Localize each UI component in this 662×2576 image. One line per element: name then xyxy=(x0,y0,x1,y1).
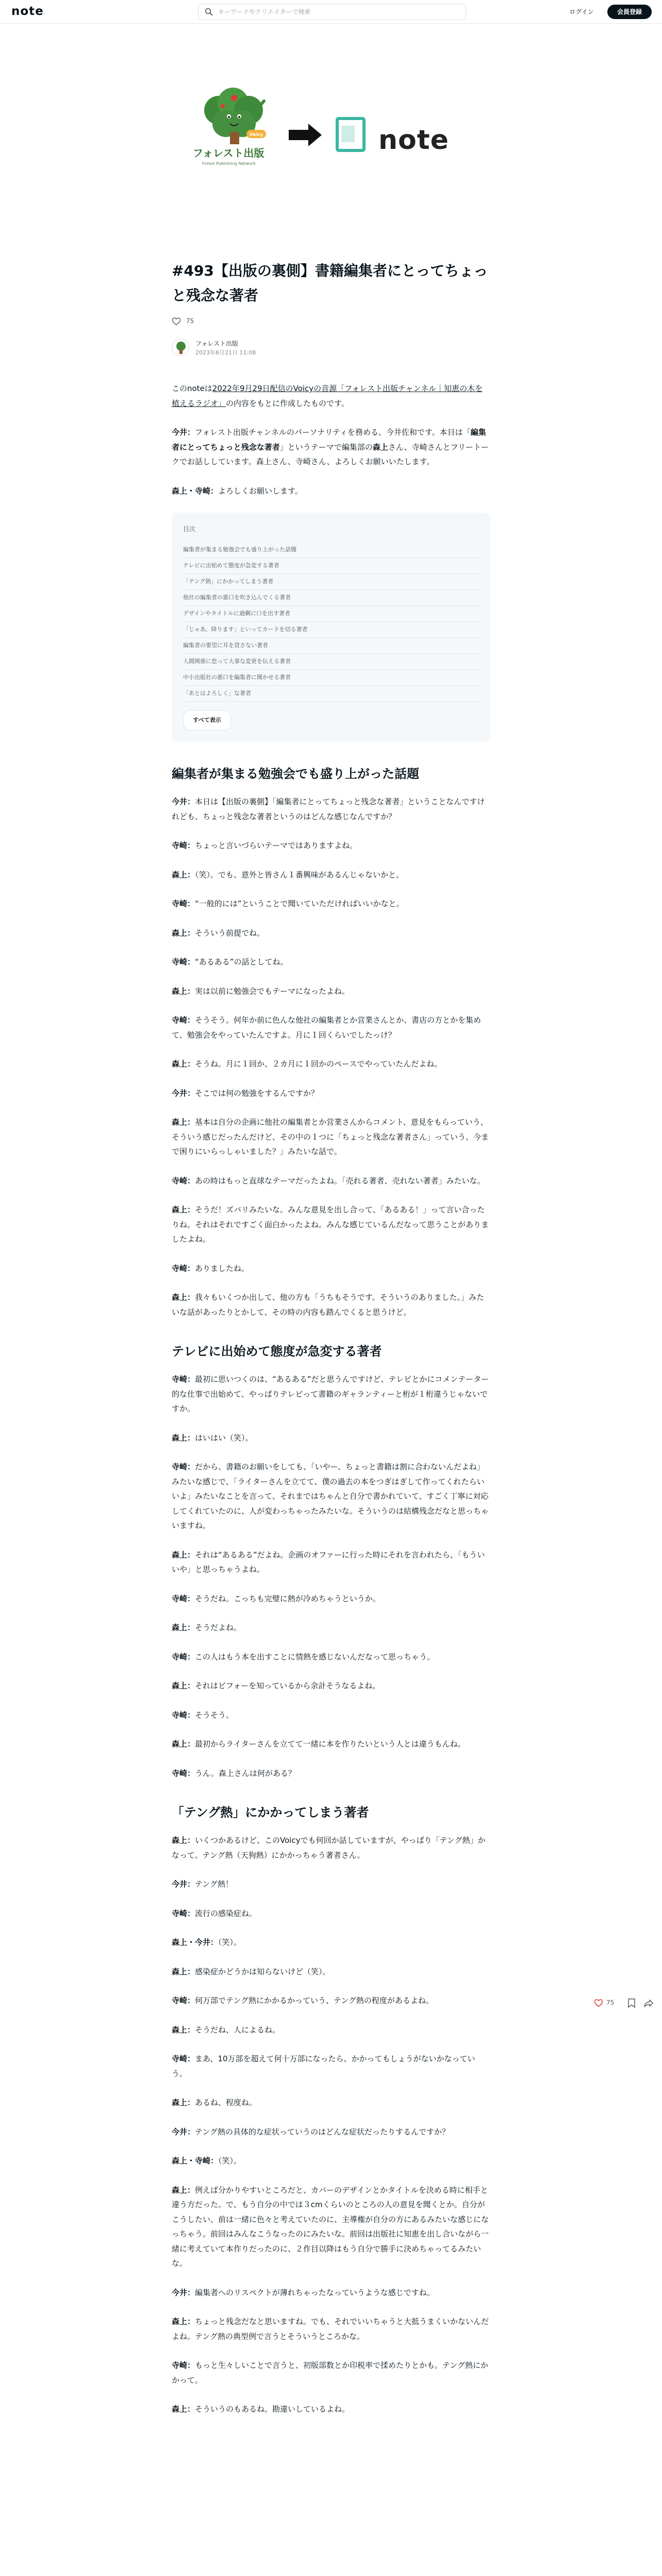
speaker-label: 今井： xyxy=(172,2127,195,2137)
toc-item[interactable]: 編集者が集まる勉強会でも盛り上がった話題 xyxy=(183,542,481,558)
dialogue-text: （笑）。でも、意外と皆さん１番興味があるんじゃないかと。 xyxy=(195,870,404,879)
speaker-label: 寺崎： xyxy=(172,1908,195,1918)
toc-item[interactable]: テレビに出始めて態度が急変する著者 xyxy=(183,558,481,574)
intro-paragraph xyxy=(172,425,490,469)
dialogue-paragraph xyxy=(172,926,490,941)
dialogue-text: そうだよね。 xyxy=(195,1623,242,1632)
intro-paragraph xyxy=(172,381,490,411)
dialogue-text: それはビフォーを知っているから余計そうなるよね。 xyxy=(195,1681,380,1690)
dialogue-paragraph xyxy=(172,2023,490,2038)
speaker-label: 森上： xyxy=(172,928,195,938)
floating-action-bar xyxy=(594,1997,661,2009)
like-row xyxy=(172,315,490,328)
dialogue-text: そこでは何の勉強をするんですか？ xyxy=(195,1088,319,1098)
speaker-label: 寺崎： xyxy=(172,957,195,967)
dialogue-paragraph xyxy=(172,1737,490,1752)
dialogue-text: 感染症かどうかは知らないけど（笑）。 xyxy=(195,1967,330,1976)
dialogue-paragraph xyxy=(172,1290,490,1319)
speaker-label: 森上： xyxy=(172,1967,195,1976)
speaker-label: 森上： xyxy=(172,1205,195,1214)
dialogue-text: 流行の感染症ね。 xyxy=(195,1908,257,1918)
dialogue-text: 最初からライターさんを立てて一緒に本を作りたいという人とは違うもんね。 xyxy=(195,1739,466,1749)
note-wordmark: note xyxy=(378,125,449,156)
author-row[interactable] xyxy=(172,337,490,358)
dialogue-paragraph xyxy=(172,2358,490,2387)
dialogue-paragraph xyxy=(172,1261,490,1276)
dialogue-text: 何万部でテング熱にかかるかっていう、テング熱の程度があるよね。 xyxy=(195,1996,434,2005)
toc-item[interactable]: 中小出版社の悪口を編集者に聞かせる著者 xyxy=(183,670,481,686)
note-document-icon xyxy=(337,118,364,150)
note-logo[interactable]: note xyxy=(11,5,44,18)
intro-text: よろしくお願いします。 xyxy=(218,486,303,496)
toc-item[interactable]: 「あとはよろしく」な著者 xyxy=(183,686,481,702)
section-heading: 編集者が集まる勉強会でも盛り上がった話題 xyxy=(172,767,419,781)
dialogue-text: それは“あるある”だよね。企画のオファーに行った時にそれを言われたら、「もういいや」と思っちゃうよね。 xyxy=(172,1550,485,1574)
voicy-badge: Voicy xyxy=(249,132,263,138)
dialogue-paragraph xyxy=(172,2095,490,2110)
publisher-logo-subtext: Forest Publishing Network xyxy=(202,161,256,166)
dialogue-text: うん。森上さんは何がある？ xyxy=(195,1768,296,1778)
search-icon xyxy=(205,8,213,16)
dialogue-text: ありましたね。 xyxy=(195,1263,250,1273)
dialogue-paragraph xyxy=(172,2314,490,2344)
dialogue-paragraph xyxy=(172,1766,490,1781)
dialogue-text: 編集者へのリスペクトが薄れちゃったなっていうような感じですね。 xyxy=(195,2287,435,2297)
intro-text: フォレスト出版チャンネルのパーソナリティを務める、今井佐和です。本日は「 xyxy=(195,428,471,437)
share-icon[interactable] xyxy=(643,1998,654,2008)
speaker-label: 森上・寺崎： xyxy=(172,2156,219,2165)
dialogue-paragraph xyxy=(172,1460,490,1533)
section-heading: 「テング熱」にかかってしまう著者 xyxy=(172,1805,369,1820)
dialogue-paragraph xyxy=(172,1708,490,1723)
dialogue-text: そういうのもあるね。勘違いしているよね。 xyxy=(195,2404,350,2414)
dialogue-paragraph xyxy=(172,1591,490,1606)
dialogue-text: （笑）。 xyxy=(218,1938,242,1947)
intro-text: このnoteは xyxy=(172,384,212,393)
dialogue-paragraph xyxy=(172,1964,490,1979)
dialogue-text: そうだね。こっちも完璧に熱が冷めちゃうというか。 xyxy=(195,1594,380,1603)
speaker-label: 寺崎： xyxy=(172,2361,195,2370)
speaker-label: 今井： xyxy=(172,2287,195,2297)
dialogue-paragraph xyxy=(172,2154,490,2168)
bookmark-icon[interactable] xyxy=(627,1998,636,2008)
dialogue-text: そうそう。 xyxy=(195,1710,234,1720)
section-heading: テレビに出始めて態度が急変する著者 xyxy=(172,1344,382,1359)
speaker-label: 今井： xyxy=(172,797,195,806)
speaker-label: 森上： xyxy=(172,1623,195,1632)
dialogue-text: そうだ！ズバリみたいな。みんな意見を出し合って、「あるある！」って言い合ったりね。それはそれですごく面白かったよね。みんな感じているんだなって思うことがありましたよね。 xyxy=(172,1205,489,1244)
toc-item[interactable]: 「テング熱」にかかってしまう著者 xyxy=(183,574,481,590)
speaker-label: 森上： xyxy=(172,1117,195,1127)
speaker-label: 森上： xyxy=(172,2185,195,2195)
toc-item[interactable]: デザインやタイトルに過剰に口を出す著者 xyxy=(183,606,481,622)
forest-avatar-icon xyxy=(172,339,189,356)
toc-item[interactable]: 人間関係に怠って大事な変更を伝える著者 xyxy=(183,654,481,670)
hero-image xyxy=(187,82,475,185)
speaker-label: 森上： xyxy=(172,1059,195,1069)
dialogue-text: 例えば分かりやすいところだと、カバーのデザインとかタイトルを決める時に相手と違う方だった。で、もう自分の中では３cmくらいのところの人の意見を聞くとか。自分がこうしたい、前は一緒に色々と考えていたのに、主導権が自分の方にあるみたいな感じになっちゃう。前回はみんなこうなったのにみたいな。前回は出版社に知恵を出し合いながら一緒に考えていて本作りだったのに、２作目以降はもう自分で勝手に決めちゃってるみたいな。 xyxy=(172,2185,489,2268)
intro-paragraph xyxy=(172,484,490,499)
search-input[interactable] xyxy=(218,5,460,19)
dialogue-text: そうそう。何年か前に色んな他社の編集者とか営業さんとか、書店の方とかを集めて、勉強会をやっていたんですよ。月に１回くらいでしたっけ？ xyxy=(172,1015,482,1040)
speaker-label: 今井： xyxy=(172,1879,195,1889)
login-button[interactable]: ログイン xyxy=(569,8,594,15)
speaker-label: 森上・今井： xyxy=(172,1938,219,1947)
speaker-label: 森上・寺崎： xyxy=(172,486,219,496)
dialogue-text: いくつかあるけど、このVoicyでも何回か話していますが、やっぱり「テング熱」かなって。テング熱（天狗熱）にかかっちゃう著者さん。 xyxy=(172,1836,486,1860)
dialogue-text: あるね、程度ね。 xyxy=(195,2098,257,2107)
dialogue-paragraph xyxy=(172,2183,490,2271)
speaker-label: 寺崎： xyxy=(172,1462,195,1471)
speaker-label: 寺崎： xyxy=(172,1375,195,1384)
avatar[interactable] xyxy=(172,338,189,356)
speaker-label: 森上： xyxy=(172,986,195,996)
article-body xyxy=(172,381,490,2431)
publish-date: 2023年6月21日 11:08 xyxy=(195,349,256,356)
dialogue-paragraph xyxy=(172,1548,490,1577)
dialogue-paragraph xyxy=(172,2285,490,2300)
dialogue-paragraph xyxy=(172,1174,490,1189)
dialogue-text: そうね。月に１回か、２カ月に１回かのペースでやっていたんだよね。 xyxy=(195,1059,442,1069)
speaker-label: 森上： xyxy=(172,2317,195,2326)
dialogue-text: “あるある”の話としてね。 xyxy=(195,957,288,967)
dialogue-paragraph xyxy=(172,2052,490,2081)
toc-item[interactable]: 編集者の要望に耳を貸さない著者 xyxy=(183,638,481,654)
dialogue-text: そういう前提でね。 xyxy=(195,928,265,938)
voicy-source-link[interactable]: 2022年9月29日配信のVoicyの音源「フォレスト出版チャンネル｜知恵の木を植えるラジオ」 xyxy=(172,384,483,408)
dialogue-text: 最初に思いつくのは、“あるある”だと思うんですけど、テレビとかにコメンテーター的な仕事で出始めて、やっぱりテレビって書籍のギャランティーと桁が１桁違うじゃないですか。 xyxy=(172,1375,489,1413)
heart-icon[interactable] xyxy=(172,317,181,326)
dialogue-paragraph xyxy=(172,896,490,911)
speaker-label: 森上： xyxy=(172,2025,195,2035)
intro-text: の内容をもとに作成したものです。 xyxy=(226,398,349,408)
dialogue-text: もっと生々しいことで言うと、初版部数とか印税率で揉めたりとかも。テング熱にかかって。 xyxy=(172,2361,488,2385)
dialogue-paragraph xyxy=(172,1906,490,1921)
speaker-label: 森上： xyxy=(172,1836,195,1845)
speaker-label: 寺崎： xyxy=(172,2054,195,2063)
dialogue-text: テング熱の具体的な症状っていうのはどんな症状だったりするんですか？ xyxy=(195,2127,450,2137)
dialogue-paragraph xyxy=(172,1431,490,1446)
dialogue-text: 本日は【出版の裏側】「編集者にとってちょっと残念な著者」ということなんですけれども、ちょっと残念な著者というのはどんな感じなんですか？ xyxy=(172,797,485,821)
heart-icon[interactable] xyxy=(594,1998,603,2008)
emphasis-text: 森上 xyxy=(372,442,388,452)
dialogue-paragraph xyxy=(172,1620,490,1635)
toc-item[interactable]: 他社の編集者の悪口を吹き込んでくる著者 xyxy=(183,590,481,606)
intro-text: 」というテーマで編集部の xyxy=(279,442,373,452)
speaker-label: 今井： xyxy=(172,1088,195,1098)
dialogue-text: はいはい（笑）。 xyxy=(195,1433,253,1443)
dialogue-paragraph xyxy=(172,1679,490,1693)
toc-show-all-button[interactable]: すべて表示 xyxy=(183,710,231,731)
speaker-label: 森上： xyxy=(172,1550,195,1560)
dialogue-text: 基本は自分の企画に他社の編集者とか営業さんからコメント、意見をもらっていう、そういう感じだったんだけど、その中の１つに「ちょっと残念な著者さん」っていう、今まで困りにいらっしゃいました？」みたいな話で。 xyxy=(172,1117,489,1156)
speaker-label: 森上： xyxy=(172,1739,195,1749)
speaker-label: 寺崎： xyxy=(172,1594,195,1603)
search-box[interactable] xyxy=(198,4,466,20)
article-title: #493【出版の裏側】書籍編集者にとってちょっと残念な著者 xyxy=(172,262,488,304)
speaker-label: 森上： xyxy=(172,1681,195,1690)
dialogue-text: まあ、10万部を超えて何十万部になったら、かかってもしょうがないかなっていう。 xyxy=(172,2054,475,2078)
author-name[interactable]: フォレスト出版 xyxy=(195,340,239,347)
dialogue-paragraph xyxy=(172,1372,490,1416)
dialogue-text: （笑）。 xyxy=(218,2156,242,2165)
dialogue-text: 実は以前に勉強会でもテーマになったよね。 xyxy=(195,986,350,996)
dialogue-text: ちょっと残念だなと思いますね。でも、それでいいちゃうと大抵うまくいかないんだよね。テング熱の典型例で言うとそういうところかな。 xyxy=(172,2317,489,2341)
publisher-logo-text: フォレスト出版 xyxy=(193,147,264,159)
speaker-label: 森上： xyxy=(172,2098,195,2107)
dialogue-text: ちょっと言いづらいテーマではありますよね。 xyxy=(195,841,358,850)
dialogue-text: あの時はもっと直球なテーマだったよね。「売れる著者、売れない著者」みたいな。 xyxy=(195,1176,485,1185)
dialogue-text: テング熱！ xyxy=(195,1879,233,1889)
speaker-label: 森上： xyxy=(172,1293,195,1302)
speaker-label: 寺崎： xyxy=(172,1710,195,1720)
top-navbar xyxy=(0,0,662,24)
dialogue-text: “一般的には”ということで聞いていただければいいかなと。 xyxy=(195,899,404,908)
toc-item[interactable]: 「じゃあ、降ります」といってカードを切る著者 xyxy=(183,622,481,638)
dialogue-paragraph xyxy=(172,838,490,853)
dialogue-paragraph xyxy=(172,1057,490,1072)
toc-header: 目次 xyxy=(183,526,196,533)
speaker-label: 寺崎： xyxy=(172,1652,195,1662)
table-of-contents xyxy=(172,513,490,742)
speaker-label: 寺崎： xyxy=(172,841,195,850)
dialogue-paragraph xyxy=(172,1086,490,1101)
dialogue-text: そうだね、人によるね。 xyxy=(195,2025,280,2035)
dialogue-paragraph xyxy=(172,984,490,999)
speaker-label: 寺崎： xyxy=(172,1015,195,1025)
dialogue-paragraph xyxy=(172,1993,490,2008)
dialogue-text: この人はもう本を出すことに情熱を感じないんだなって思っちゃう。 xyxy=(195,1652,435,1662)
intro-text: さん、寺崎さんとフリートークでお話ししています。森上さん、寺崎さん、よろしくお願いいたします。 xyxy=(172,442,489,466)
speaker-label: 森上： xyxy=(172,870,195,879)
speaker-label: 寺崎： xyxy=(172,1176,195,1185)
dialogue-paragraph xyxy=(172,1650,490,1665)
speaker-label: 今井： xyxy=(172,428,195,437)
dialogue-paragraph xyxy=(172,794,490,824)
like-count: 75 xyxy=(186,317,194,325)
speaker-label: 寺崎： xyxy=(172,1768,195,1778)
dialogue-paragraph xyxy=(172,1115,490,1159)
speaker-label: 森上： xyxy=(172,1433,195,1443)
dialogue-text: だから、書籍のお願いをしても、「いやー、ちょっと書籍は割に合わないんだよね」みたいな感じで、「ライターさんを立てて、僕の過去の本をつぎはぎして作ってくれたらいいよ」みたいなことを言って、それまではちゃんと自分で書かれていて、すごく丁寧に対応してくれていたのに、人が変わっちゃったみたいな。そういうのは結構残念だなと思っちゃいますね。 xyxy=(172,1462,489,1530)
dialogue-paragraph xyxy=(172,955,490,970)
dialogue-paragraph xyxy=(172,1202,490,1247)
speaker-label: 寺崎： xyxy=(172,1996,195,2005)
dialogue-paragraph xyxy=(172,1877,490,1892)
speaker-label: 森上： xyxy=(172,2404,195,2414)
dialogue-paragraph xyxy=(172,1013,490,1042)
speaker-label: 寺崎： xyxy=(172,1263,195,1273)
dialogue-paragraph xyxy=(172,1833,490,1862)
speaker-label: 寺崎： xyxy=(172,899,195,908)
dialogue-paragraph xyxy=(172,2125,490,2140)
emphasis-text: 編集者にとってちょっと残念な著者 xyxy=(172,428,486,452)
floating-like-count: 75 xyxy=(606,1999,615,2006)
dialogue-text: 我々もいくつか出して、他の方も「うちもそうです。そういうのありました。」みたいな話があったりとかして、その時の内容も踏んでくると思うけど。 xyxy=(172,1293,485,1317)
signup-button[interactable]: 会員登録 xyxy=(607,5,652,19)
dialogue-paragraph xyxy=(172,1935,490,1950)
dialogue-paragraph xyxy=(172,2402,490,2417)
dialogue-paragraph xyxy=(172,868,490,883)
